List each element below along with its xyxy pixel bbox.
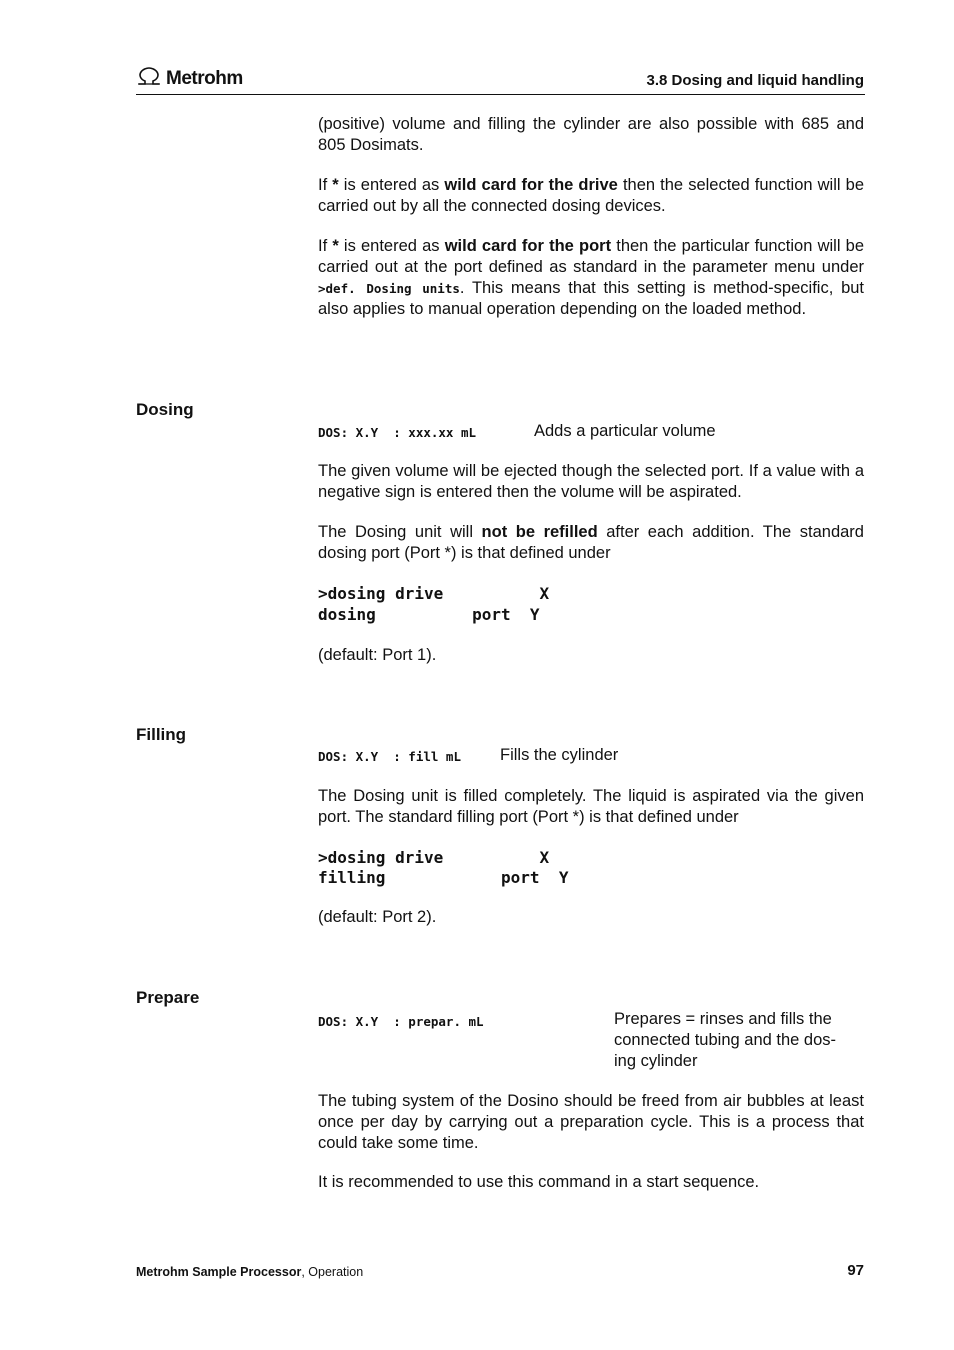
intro-paragraph-1: (positive) volume and filling the cylinder are also possible with 685 and 805 Dosimats. — [318, 115, 864, 154]
filling-command: DOS: X.Y : fill mL — [318, 749, 461, 764]
metrohm-logo — [136, 66, 243, 92]
footer-product: Metrohm Sample Processor, Operation — [136, 1265, 364, 1279]
dosing-command: DOS: X.Y : xxx.xx mL — [318, 425, 477, 440]
filling-code-line-1: >dosing drive X — [318, 848, 550, 867]
filling-code-line-2: filling port Y — [318, 868, 569, 887]
omega-icon — [136, 66, 162, 92]
heading-prepare: Prepare — [136, 988, 200, 1007]
inline-code: >def. Dosing units — [318, 281, 460, 296]
section-title: 3.8 Dosing and liquid handling — [646, 72, 864, 89]
dosing-paragraph-2: The Dosing unit will not be refilled after each addition. The standard dosing port (Port *) is that defined under — [318, 523, 864, 562]
prepare-command: DOS: X.Y : prepar. mL — [318, 1014, 484, 1029]
filling-default: (default: Port 2). — [318, 908, 437, 926]
dosing-default: (default: Port 1). — [318, 646, 437, 664]
intro-paragraph-3: If * is entered as wild card for the port then the particular function will be carried out at the port defined as standard in the parameter menu under >def. Dosing units. This means that this setting is method-specific, but also applies to manual operation depending on the loaded method. — [318, 237, 865, 318]
filling-paragraph-1: The Dosing unit is filled completely. The liquid is aspirated via the given port. The standard filling port (Port *) is that defined under — [318, 787, 864, 826]
prepare-command-description: Prepares = rinses and fills the connected tubing and the dos- ing cylinder — [614, 1010, 837, 1070]
filling-command-description: Fills the cylinder — [500, 746, 619, 764]
header-divider — [136, 94, 865, 95]
heading-filling: Filling — [136, 725, 187, 744]
logo-text: Metrohm — [166, 68, 243, 89]
prepare-paragraph-2: It is recommended to use this command in a start sequence. — [318, 1173, 760, 1191]
dosing-code-line-1: >dosing drive X — [318, 584, 550, 603]
heading-dosing: Dosing — [136, 400, 194, 419]
intro-paragraph-2: If * is entered as wild card for the drive then the selected function will be carried out by all the connected dosing devices. — [318, 176, 864, 215]
prepare-paragraph-1: The tubing system of the Dosino should be freed from air bubbles at least once per day by carrying out a preparation cycle. This is a process that could take some time. — [318, 1092, 864, 1152]
dosing-code-line-2: dosing port Y — [318, 605, 540, 624]
dosing-paragraph-1: The given volume will be ejected though the selected port. If a value with a negative sign is entered then the volume will be aspirated. — [318, 462, 864, 501]
dosing-command-description: Adds a particular volume — [534, 422, 716, 440]
page-number: 97 — [847, 1262, 864, 1279]
